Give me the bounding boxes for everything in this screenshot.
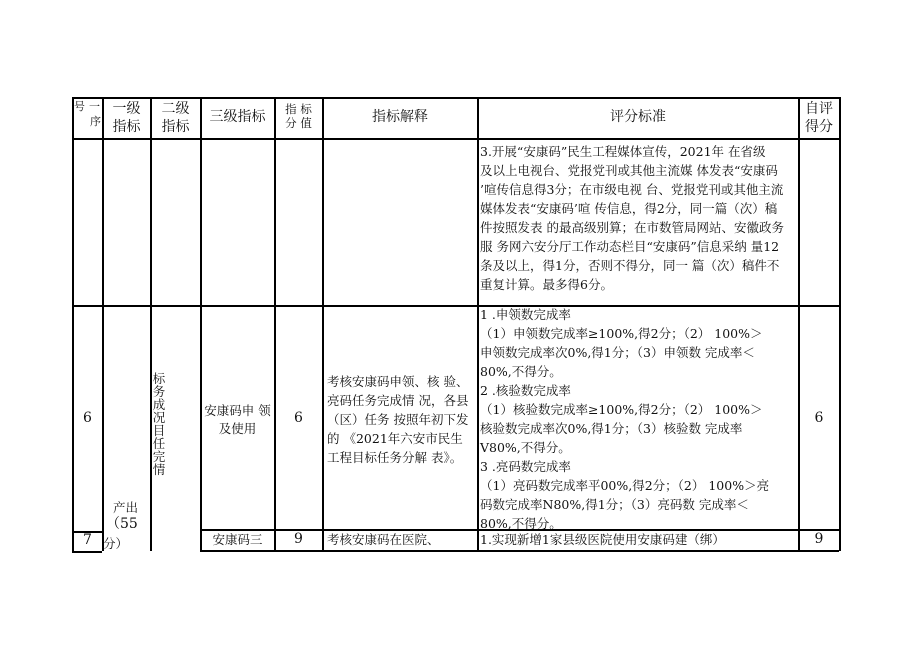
row7-no: 7 xyxy=(83,532,92,548)
header-score-b: 分 值 xyxy=(285,116,312,130)
row6-level1-b: （55 xyxy=(106,516,138,532)
row7-score: 9 xyxy=(294,531,303,547)
header-no-c: 序 xyxy=(90,115,101,128)
criteria-line: 媒体发表“安康码’喧 传信息，得2分，同一篇（次）稿 xyxy=(480,201,778,216)
header-level1-a: 一级 xyxy=(112,101,141,117)
explanation-line: 的 《2021年六安市民生 xyxy=(327,431,463,446)
header-no-b: 一 xyxy=(89,100,100,113)
row6-score: 6 xyxy=(294,410,303,426)
criteria-line: 80%,不得分。 xyxy=(480,364,562,379)
row6-no: 6 xyxy=(83,410,92,426)
col-line-4 xyxy=(274,97,276,551)
row6-level3-a: 安康码申 领 xyxy=(204,403,271,418)
col-line-2 xyxy=(150,97,152,551)
header-level3: 三级指标 xyxy=(209,109,266,125)
row7-bottom-border-left xyxy=(72,551,102,553)
row7-self-score: 9 xyxy=(814,531,824,547)
col-line-8 xyxy=(839,97,841,551)
row6-self-score: 6 xyxy=(814,410,824,426)
criteria-line: 及以上电视台、党报党刊或其他主流媒 体发表“安康码 xyxy=(480,163,778,178)
row6-criteria xyxy=(480,305,798,533)
header-level1-b: 指标 xyxy=(112,119,141,135)
row-prev-criteria xyxy=(480,142,798,294)
col-line-6 xyxy=(477,97,479,551)
row6-level3-b: 及使用 xyxy=(218,421,257,436)
table-top-border xyxy=(72,97,839,99)
row7-level3: 安康码三 xyxy=(212,532,263,547)
row6-level1-a: 产出 xyxy=(113,500,139,515)
criteria-line: 80%,不得分。 xyxy=(480,516,562,531)
explanation-line: （区）任务 按照年初下发 xyxy=(327,412,469,427)
col-line-3 xyxy=(200,97,202,551)
row6-level1-c: 分） xyxy=(103,536,129,551)
row7-criteria: 1.实现新增1家县级医院使用安康码建（绑） xyxy=(480,532,725,547)
header-level2-a: 二级 xyxy=(161,101,190,117)
criteria-line: （1）申领数完成率≥100%,得2分；（2） 100%＞ xyxy=(480,326,763,341)
header-explanation: 指标解释 xyxy=(372,109,428,125)
criteria-line: 码数完成率N80%,得1分；（3）亮码数 完成率＜ xyxy=(480,497,749,512)
criteria-line: 3 .亮码数完成率 xyxy=(480,459,571,474)
row7-bottom-border-right xyxy=(200,550,839,552)
col-line-7 xyxy=(798,97,800,551)
explanation-line: 考核安康码申领、核 验、 xyxy=(327,374,469,389)
criteria-line: （1）亮码数完成率平00%,得2分；（2） 100%＞亮 xyxy=(480,478,770,493)
header-score-a: 指 标 xyxy=(285,102,312,116)
criteria-line: 1 .申领数完成率 xyxy=(480,307,571,322)
row7-explanation: 考核安康码在医院、 xyxy=(327,532,440,547)
header-bottom-border xyxy=(72,138,839,140)
col-line-0 xyxy=(72,97,74,551)
criteria-line: 申领数完成率次0%,得1分；（3）申领数 完成率＜ xyxy=(480,345,755,360)
criteria-line: V80%,不得分。 xyxy=(480,440,571,455)
header-no-a: 号 xyxy=(74,100,85,113)
criteria-line: 核验数完成率次0%,得1分；（3）核验数 完成率 xyxy=(480,421,743,436)
row6-explanation xyxy=(327,372,477,467)
criteria-line: 服 务网六安分厅工作动态栏目“安康码”信息采纳 量12 xyxy=(480,239,780,254)
criteria-line: ’喧传信息得3分；在市级电视 台、党报党刊或其他主流 xyxy=(480,182,784,197)
header-criteria: 评分标准 xyxy=(610,109,666,125)
explanation-line: 工程目标任务分解 表》。 xyxy=(327,450,463,465)
header-level2-b: 指标 xyxy=(161,119,190,135)
criteria-line: 2 .核验数完成率 xyxy=(480,383,571,398)
criteria-line: 重复计算。最多得6分。 xyxy=(480,277,613,292)
criteria-line: 3.开展“安康码”民生工程媒体宣传，2021年 在省级 xyxy=(480,144,766,159)
criteria-line: 件按照发表 的最高级别算；在市数管局网站、安徽政务 xyxy=(480,220,784,235)
explanation-line: 亮码任务完成情 况，各县 xyxy=(327,393,469,408)
criteria-line: 条及以上，得1分，否则不得分，同一 篇（次）稿件不 xyxy=(480,258,780,273)
header-self-b: 得分 xyxy=(805,119,833,135)
col-line-5 xyxy=(322,97,324,551)
col-line-1 xyxy=(102,97,104,551)
row6-level2: 标务成况 目任完情 xyxy=(152,371,166,477)
criteria-line: （1）核验数完成率≥100%,得2分；（2） 100%＞ xyxy=(480,402,763,417)
header-self-a: 自评 xyxy=(805,101,833,117)
